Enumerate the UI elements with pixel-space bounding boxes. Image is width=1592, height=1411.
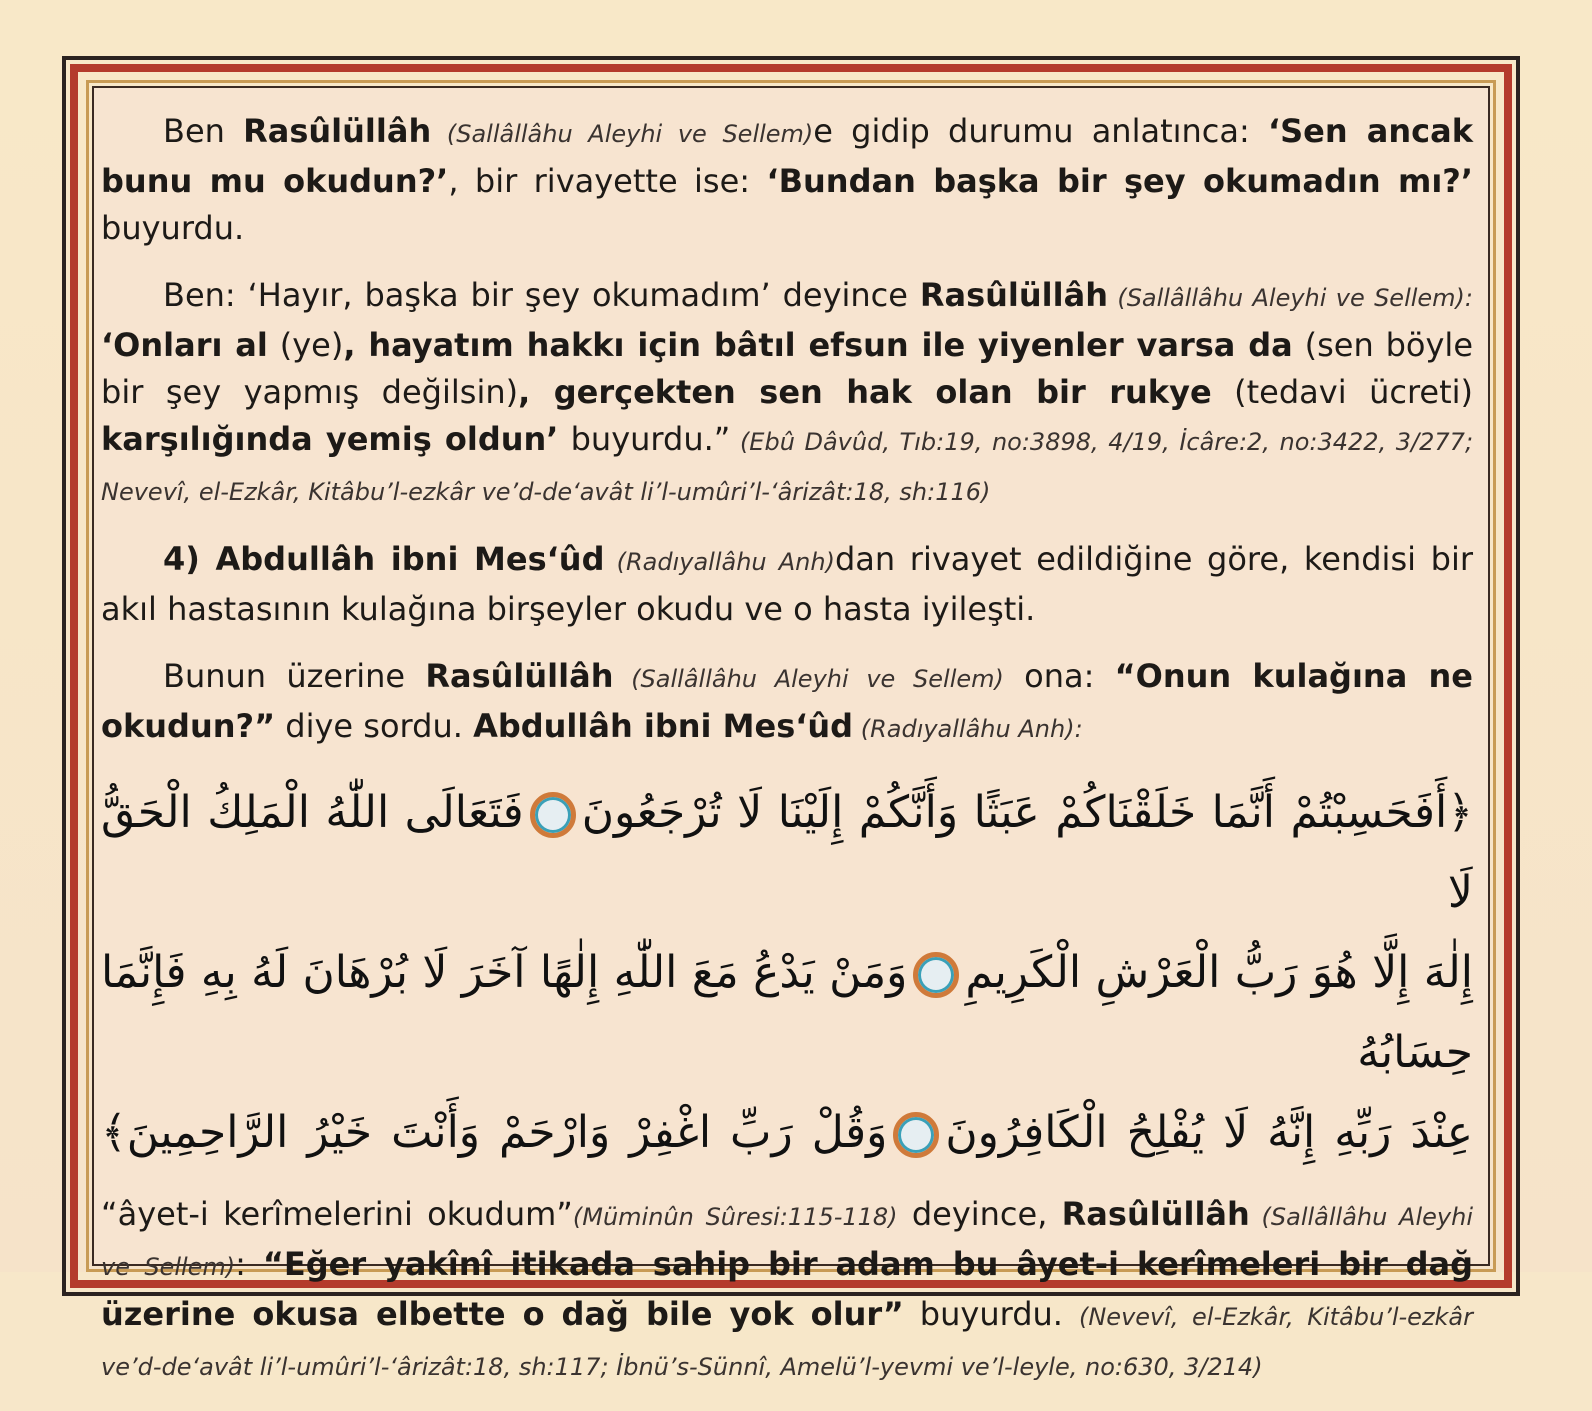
- paragraph-3: [101, 536, 1473, 633]
- text: dan rivayet edildiğine göre, kendisi bir akıl hastasının kulağına birşeyler okudu ve o hasta iyileşti.: [101, 540, 1474, 628]
- text: Bunun üzerine: [163, 657, 426, 695]
- citation: (Nevevî, el-Ezkâr, Kitâbu’l-ezkâr ve’d-de‘avât li’l-umûri’l-‘ârizât:18, sh:117; İbnü’s-Sünnî, Amelü’l-yevmi ve’l-leyle, no:630, 3/214): [101, 1303, 1474, 1381]
- verse-line-2: [101, 933, 1473, 1093]
- text: diye sordu.: [275, 707, 474, 745]
- honorific: (Sallâllâhu Aleyhi ve Sellem):: [1107, 284, 1473, 312]
- text: buyurdu.: [903, 1295, 1079, 1333]
- text: e gidip durumu anlatınca:: [813, 112, 1268, 150]
- bold-quote: , hayatım hakkı için bâtıl efsun ile yiyenler varsa da: [343, 326, 1293, 364]
- verse-text: فَتَعَالَى اللّٰهُ الْمَلِكُ الْحَقُّ لَا: [101, 787, 1473, 918]
- text: (sen böyle bir şey yapmış değilsin): [101, 326, 1474, 411]
- bold-name: Rasûlüllâh: [243, 112, 432, 150]
- text: buyurdu.: [101, 209, 245, 247]
- text-body: [101, 108, 1473, 1411]
- honorific: (Radıyallâhu Anh): [604, 548, 835, 576]
- bold-quote: “Eğer yakînî itikada sahip bir adam bu âyet-i kerîmeleri bir dağ üzerine okusa elbette o dağ bile yok olur”: [101, 1245, 1474, 1333]
- bold-heading: 4) Abdullâh ibni Mes‘ûd: [163, 540, 605, 578]
- honorific: (Sallâllâhu Aleyhi ve Sellem): [431, 120, 814, 148]
- bold-name: Rasûlüllâh: [919, 276, 1108, 314]
- verse-text: عِنْدَ رَبِّهِ إِنَّهُ لَا يُفْلِحُ الْكَافِرُونَ: [945, 1107, 1473, 1158]
- text: Ben: ‘Hayır, başka bir şey okumadım’ deyince: [163, 276, 920, 314]
- text: buyurdu.”: [558, 420, 731, 458]
- paragraph-2: [101, 272, 1473, 516]
- honorific: (Radıyallâhu Anh):: [853, 715, 1083, 743]
- text: (tedavi ücreti): [1211, 373, 1474, 411]
- text: ona:: [1003, 657, 1115, 695]
- citation: (Ebû Dâvûd, Tıb:19, no:3898, 4/19, İcâre:2, no:3422, 3/277; Nevevî, el-Ezkâr, Kitâbu’l-ezkâr ve’d-de‘avât li’l-umûri’l-‘ârizât:18, sh:116): [101, 428, 1474, 506]
- bold-quote: ‘Onları al: [101, 326, 268, 364]
- ayah-end-icon: [913, 952, 959, 998]
- bold-name: Abdullâh ibni Mes‘ûd: [473, 707, 854, 745]
- text: deyince,: [897, 1195, 1062, 1233]
- honorific: (Sallâllâhu Aleyhi ve Sellem): [101, 1203, 1473, 1281]
- bold-name: Rasûlüllâh: [425, 657, 614, 695]
- bold-quote: ‘Sen ancak bunu mu okudun?’: [101, 112, 1474, 200]
- ayah-end-icon: [530, 792, 576, 838]
- ayah-end-icon: [893, 1112, 939, 1158]
- bold-quote: “Onun kulağına ne okudun?”: [101, 657, 1473, 745]
- bold-quote: , gerçekten sen hak olan bir rukye: [518, 373, 1212, 411]
- verse-text: إِلٰهَ إِلَّا هُوَ رَبُّ الْعَرْشِ الْكَرِيمِ: [965, 947, 1474, 998]
- paragraph-5: [101, 1191, 1473, 1391]
- text: Ben: [163, 112, 244, 150]
- honorific: (Sallâllâhu Aleyhi ve Sellem): [613, 665, 1004, 693]
- citation: (Müminûn Sûresi:115-118): [572, 1203, 898, 1231]
- text: “âyet-i kerîmelerini okudum”: [101, 1195, 573, 1233]
- verse-text: ﴿أَفَحَسِبْتُمْ أَنَّمَا خَلَقْنَاكُمْ عَبَثًا وَأَنَّكُمْ إِلَيْنَا لَا تُرْجَعُونَ: [581, 787, 1473, 838]
- quran-verses: [101, 773, 1473, 1173]
- verse-text: وَقُلْ رَبِّ اغْفِرْ وَارْحَمْ وَأَنْتَ خَيْرُ الرَّاحِمِينَ﴾: [101, 1107, 888, 1158]
- verse-line-3: [101, 1093, 1473, 1173]
- paragraph-4: [101, 653, 1473, 753]
- text: , bir rivayette ise:: [448, 162, 767, 200]
- bold-name: Rasûlüllâh: [1061, 1195, 1250, 1233]
- text: (ye): [267, 326, 344, 364]
- text: :: [235, 1245, 263, 1283]
- paragraph-1: [101, 108, 1473, 252]
- verse-text: وَمَنْ يَدْعُ مَعَ اللّٰهِ إِلٰهًا آخَرَ لَا بُرْهَانَ لَهُ بِهِ فَإِنَّمَا حِسَابُهُ: [101, 947, 1473, 1078]
- bold-quote: karşılığında yemiş oldun’: [101, 420, 559, 458]
- bold-quote: ‘Bundan başka bir şey okumadın mı?’: [766, 162, 1473, 200]
- verse-line-1: [101, 773, 1473, 933]
